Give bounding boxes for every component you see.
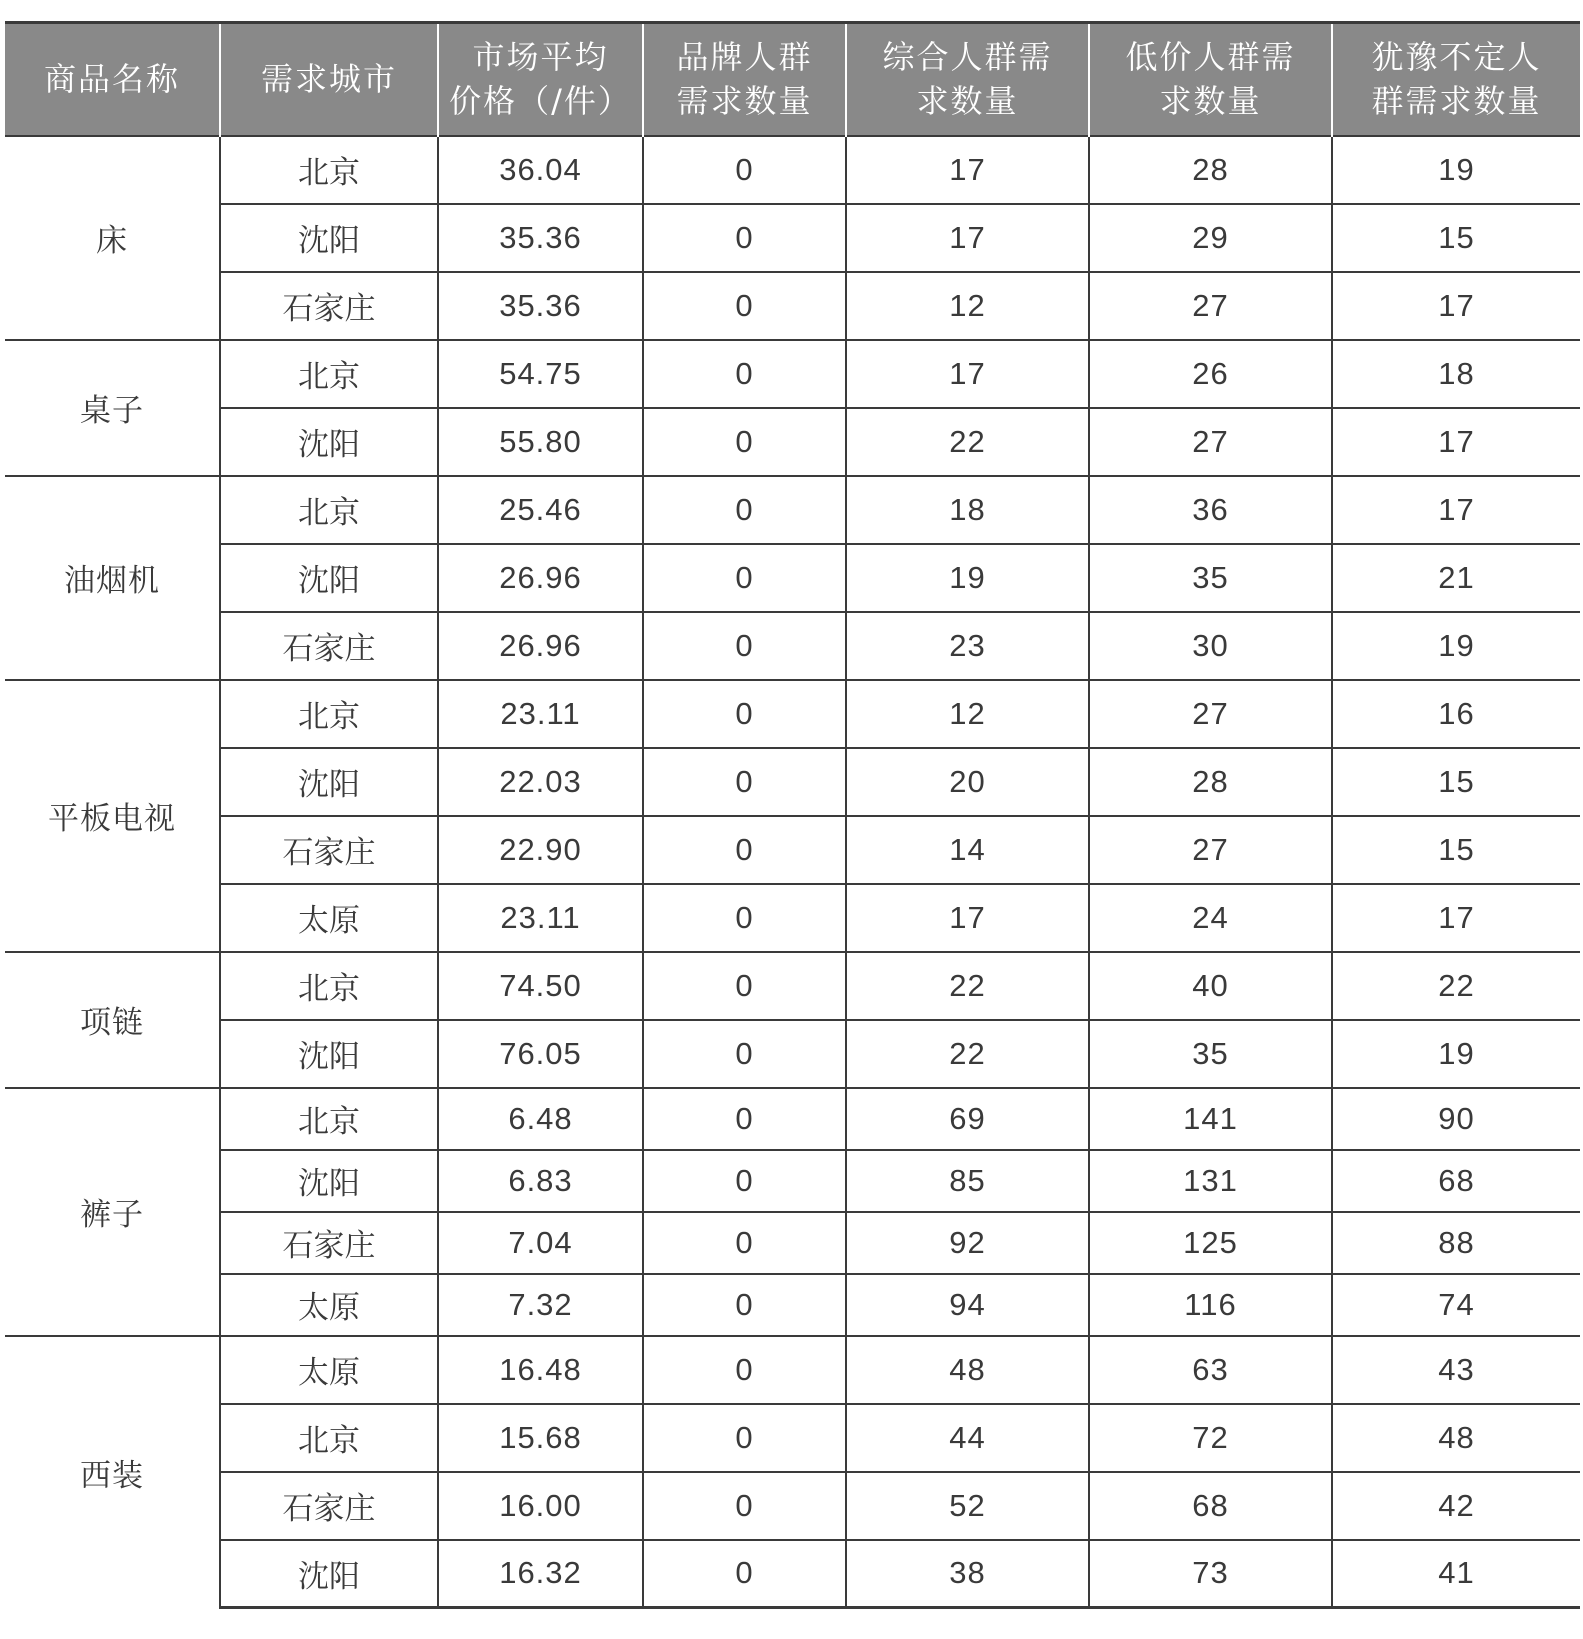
hesitant-demand-cell: 16 [1332, 680, 1580, 748]
brand-demand-cell: 0 [643, 1404, 846, 1472]
hesitant-demand-cell: 21 [1332, 544, 1580, 612]
low-price-demand-cell: 35 [1089, 1020, 1332, 1088]
table-row [5, 748, 1580, 816]
price-cell: 36.04 [438, 136, 643, 204]
brand-demand-cell: 0 [643, 1274, 846, 1336]
city-cell: 沈阳 [220, 1540, 438, 1608]
comprehensive-demand-cell: 23 [846, 612, 1089, 680]
product-name-cell: 项链 [5, 952, 220, 1088]
low-price-demand-cell: 30 [1089, 612, 1332, 680]
brand-demand-cell: 0 [643, 408, 846, 476]
header-hesitant-demand: 犹豫不定人 群需求数量 [1332, 23, 1580, 136]
comprehensive-demand-cell: 18 [846, 476, 1089, 544]
low-price-demand-cell: 27 [1089, 816, 1332, 884]
hesitant-demand-cell: 18 [1332, 340, 1580, 408]
comprehensive-demand-cell: 17 [846, 340, 1089, 408]
table-row [5, 1274, 1580, 1336]
table-row [5, 544, 1580, 612]
hesitant-demand-cell: 48 [1332, 1404, 1580, 1472]
price-cell: 23.11 [438, 680, 643, 748]
city-cell: 北京 [220, 952, 438, 1020]
comprehensive-demand-cell: 69 [846, 1088, 1089, 1150]
city-cell: 北京 [220, 136, 438, 204]
brand-demand-cell: 0 [643, 1212, 846, 1274]
city-cell: 北京 [220, 476, 438, 544]
table-row [5, 340, 1580, 408]
product-name-cell: 床 [5, 136, 220, 340]
header-demand-city: 需求城市 [220, 23, 438, 136]
city-cell: 北京 [220, 1088, 438, 1150]
brand-demand-cell: 0 [643, 748, 846, 816]
brand-demand-cell: 0 [643, 884, 846, 952]
brand-demand-cell: 0 [643, 272, 846, 340]
low-price-demand-cell: 35 [1089, 544, 1332, 612]
city-cell: 石家庄 [220, 816, 438, 884]
low-price-demand-cell: 116 [1089, 1274, 1332, 1336]
hesitant-demand-cell: 88 [1332, 1212, 1580, 1274]
brand-demand-cell: 0 [643, 204, 846, 272]
comprehensive-demand-cell: 17 [846, 884, 1089, 952]
comprehensive-demand-cell: 12 [846, 680, 1089, 748]
hesitant-demand-cell: 17 [1332, 476, 1580, 544]
low-price-demand-cell: 29 [1089, 204, 1332, 272]
comprehensive-demand-cell: 48 [846, 1336, 1089, 1404]
city-cell: 北京 [220, 340, 438, 408]
table-row [5, 1150, 1580, 1212]
table-row [5, 1088, 1580, 1150]
price-cell: 35.36 [438, 204, 643, 272]
table-row [5, 272, 1580, 340]
price-cell: 54.75 [438, 340, 643, 408]
table-header [5, 23, 1580, 136]
table-row [5, 1212, 1580, 1274]
price-cell: 16.48 [438, 1336, 643, 1404]
price-cell: 35.36 [438, 272, 643, 340]
brand-demand-cell: 0 [643, 1088, 846, 1150]
price-cell: 26.96 [438, 544, 643, 612]
price-cell: 74.50 [438, 952, 643, 1020]
comprehensive-demand-cell: 92 [846, 1212, 1089, 1274]
city-cell: 石家庄 [220, 1472, 438, 1540]
city-cell: 太原 [220, 884, 438, 952]
table-row [5, 1540, 1580, 1608]
price-cell: 6.48 [438, 1088, 643, 1150]
low-price-demand-cell: 141 [1089, 1088, 1332, 1150]
price-cell: 15.68 [438, 1404, 643, 1472]
header-comprehensive-demand: 综合人群需 求数量 [846, 23, 1089, 136]
brand-demand-cell: 0 [643, 952, 846, 1020]
city-cell: 沈阳 [220, 204, 438, 272]
hesitant-demand-cell: 22 [1332, 952, 1580, 1020]
header-market-avg-price: 市场平均 价格（/件） [438, 23, 643, 136]
header-brand-demand: 品牌人群 需求数量 [643, 23, 846, 136]
product-name-cell: 西装 [5, 1336, 220, 1608]
price-cell: 6.83 [438, 1150, 643, 1212]
hesitant-demand-cell: 17 [1332, 408, 1580, 476]
city-cell: 沈阳 [220, 1020, 438, 1088]
price-cell: 7.32 [438, 1274, 643, 1336]
brand-demand-cell: 0 [643, 816, 846, 884]
product-name-cell: 油烟机 [5, 476, 220, 680]
table-row [5, 952, 1580, 1020]
comprehensive-demand-cell: 12 [846, 272, 1089, 340]
price-cell: 7.04 [438, 1212, 643, 1274]
hesitant-demand-cell: 74 [1332, 1274, 1580, 1336]
table-container [5, 21, 1580, 1609]
comprehensive-demand-cell: 20 [846, 748, 1089, 816]
low-price-demand-cell: 24 [1089, 884, 1332, 952]
city-cell: 沈阳 [220, 748, 438, 816]
demand-table [5, 21, 1580, 1609]
table-row [5, 816, 1580, 884]
brand-demand-cell: 0 [643, 1150, 846, 1212]
comprehensive-demand-cell: 85 [846, 1150, 1089, 1212]
price-cell: 25.46 [438, 476, 643, 544]
hesitant-demand-cell: 17 [1332, 272, 1580, 340]
hesitant-demand-cell: 15 [1332, 204, 1580, 272]
price-cell: 76.05 [438, 1020, 643, 1088]
comprehensive-demand-cell: 52 [846, 1472, 1089, 1540]
brand-demand-cell: 0 [643, 1020, 846, 1088]
city-cell: 北京 [220, 680, 438, 748]
hesitant-demand-cell: 19 [1332, 136, 1580, 204]
price-cell: 26.96 [438, 612, 643, 680]
city-cell: 沈阳 [220, 544, 438, 612]
comprehensive-demand-cell: 22 [846, 1020, 1089, 1088]
brand-demand-cell: 0 [643, 136, 846, 204]
hesitant-demand-cell: 17 [1332, 884, 1580, 952]
hesitant-demand-cell: 19 [1332, 612, 1580, 680]
low-price-demand-cell: 40 [1089, 952, 1332, 1020]
city-cell: 石家庄 [220, 1212, 438, 1274]
comprehensive-demand-cell: 19 [846, 544, 1089, 612]
brand-demand-cell: 0 [643, 1336, 846, 1404]
header-product-name: 商品名称 [5, 23, 220, 136]
city-cell: 石家庄 [220, 272, 438, 340]
low-price-demand-cell: 72 [1089, 1404, 1332, 1472]
low-price-demand-cell: 27 [1089, 408, 1332, 476]
header-row [5, 23, 1580, 136]
price-cell: 16.00 [438, 1472, 643, 1540]
low-price-demand-cell: 28 [1089, 748, 1332, 816]
hesitant-demand-cell: 15 [1332, 748, 1580, 816]
comprehensive-demand-cell: 14 [846, 816, 1089, 884]
low-price-demand-cell: 36 [1089, 476, 1332, 544]
table-row [5, 136, 1580, 204]
brand-demand-cell: 0 [643, 1540, 846, 1608]
low-price-demand-cell: 27 [1089, 680, 1332, 748]
brand-demand-cell: 0 [643, 544, 846, 612]
header-low-price-demand: 低价人群需 求数量 [1089, 23, 1332, 136]
price-cell: 23.11 [438, 884, 643, 952]
low-price-demand-cell: 63 [1089, 1336, 1332, 1404]
table-row [5, 1020, 1580, 1088]
product-name-cell: 桌子 [5, 340, 220, 476]
table-row [5, 612, 1580, 680]
price-cell: 22.03 [438, 748, 643, 816]
table-row [5, 408, 1580, 476]
table-row [5, 1336, 1580, 1404]
table-row [5, 680, 1580, 748]
comprehensive-demand-cell: 38 [846, 1540, 1089, 1608]
comprehensive-demand-cell: 17 [846, 136, 1089, 204]
city-cell: 北京 [220, 1404, 438, 1472]
city-cell: 太原 [220, 1336, 438, 1404]
low-price-demand-cell: 27 [1089, 272, 1332, 340]
hesitant-demand-cell: 43 [1332, 1336, 1580, 1404]
low-price-demand-cell: 125 [1089, 1212, 1332, 1274]
comprehensive-demand-cell: 94 [846, 1274, 1089, 1336]
city-cell: 石家庄 [220, 612, 438, 680]
table-row [5, 476, 1580, 544]
product-name-cell: 裤子 [5, 1088, 220, 1336]
price-cell: 22.90 [438, 816, 643, 884]
price-cell: 55.80 [438, 408, 643, 476]
comprehensive-demand-cell: 22 [846, 408, 1089, 476]
table-row [5, 1404, 1580, 1472]
hesitant-demand-cell: 41 [1332, 1540, 1580, 1608]
brand-demand-cell: 0 [643, 1472, 846, 1540]
brand-demand-cell: 0 [643, 680, 846, 748]
table-body [5, 136, 1580, 1608]
brand-demand-cell: 0 [643, 476, 846, 544]
city-cell: 太原 [220, 1274, 438, 1336]
hesitant-demand-cell: 19 [1332, 1020, 1580, 1088]
product-name-cell: 平板电视 [5, 680, 220, 952]
table-row [5, 1472, 1580, 1540]
hesitant-demand-cell: 90 [1332, 1088, 1580, 1150]
comprehensive-demand-cell: 17 [846, 204, 1089, 272]
low-price-demand-cell: 131 [1089, 1150, 1332, 1212]
low-price-demand-cell: 73 [1089, 1540, 1332, 1608]
low-price-demand-cell: 68 [1089, 1472, 1332, 1540]
low-price-demand-cell: 28 [1089, 136, 1332, 204]
brand-demand-cell: 0 [643, 612, 846, 680]
city-cell: 沈阳 [220, 1150, 438, 1212]
hesitant-demand-cell: 15 [1332, 816, 1580, 884]
table-row [5, 204, 1580, 272]
brand-demand-cell: 0 [643, 340, 846, 408]
comprehensive-demand-cell: 22 [846, 952, 1089, 1020]
comprehensive-demand-cell: 44 [846, 1404, 1089, 1472]
low-price-demand-cell: 26 [1089, 340, 1332, 408]
hesitant-demand-cell: 42 [1332, 1472, 1580, 1540]
table-row [5, 884, 1580, 952]
price-cell: 16.32 [438, 1540, 643, 1608]
hesitant-demand-cell: 68 [1332, 1150, 1580, 1212]
city-cell: 沈阳 [220, 408, 438, 476]
